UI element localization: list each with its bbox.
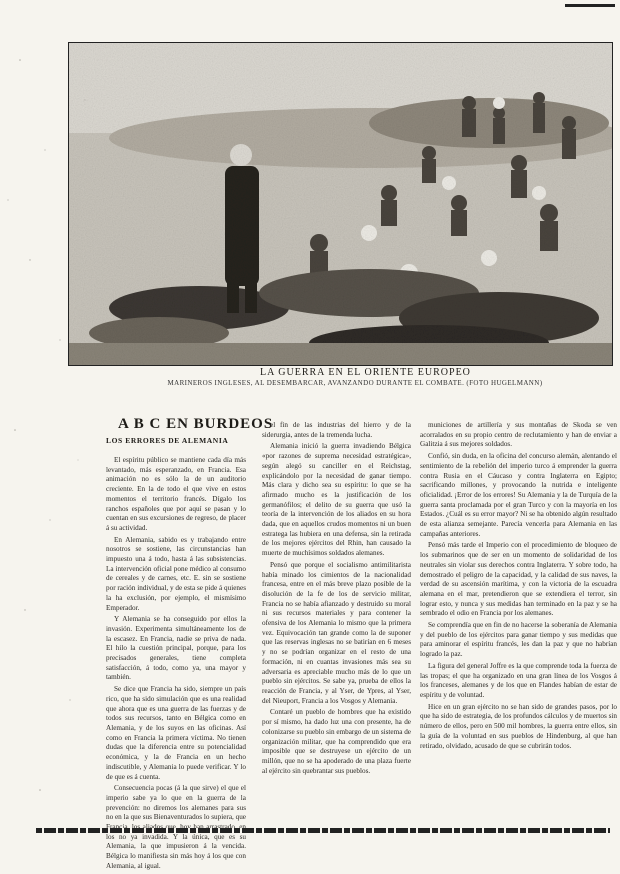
paragraph: Se comprendía que en fin de no hacerse la soberanía de Alemania y del pueblo de los ejércitos para ganar tiempo y sus medidas que para aminorar el espíritu francés, les dan la paz y que no habrían logrado la paz.	[420, 621, 617, 659]
paragraph: Contaré un pueblo de hombres que ha existido por sí mismo, ha dado luz una con presente, ha de colonizarse su pueblo sin embargo de un sistema de organización militar, que ha comprendido que era imposible que se destruyese un ejército de un millón, que no se ha apoderado de una plaza fuerte al ejército sin quebrantar sus pueblos.	[262, 708, 411, 775]
war-photograph	[68, 42, 613, 366]
article-column-2	[262, 421, 411, 778]
paragraph: Y Alemania se ha conseguido por ellos la invasión. Experimenta simultáneamente los de la escasez. En Francia, nadie se priva de nada. El hilo la cuestión principal, porque, para los precisados generales, tiene completa satisfacción, á todo, como ya, una mayor y también.	[106, 615, 246, 682]
paragraph: En Alemania, sabido es y trabajando entre nosotros se sostiene, las circunstancias han impuesto una á todo, hasta á las subsistencias. La intervención oficial pone médico al consumo de cereales y de carnes, etc. E. sin se sostiene por ración individual, y de esta se pide á quienes la ha exclusión, por ejemplo, el mismísimo Emperador.	[106, 535, 246, 612]
paragraph: El espíritu público se mantiene cada día más levantado, más esperanzado, en Francia. Esa animación no es sólo la de un auditorio creciente. En la de todo el que vive en estos momentos el territorio francés. Dígalo los ranchos españoles que por aquí se pasan y lo cuentan en sus excursiones de regreso, de placer á su actividad.	[106, 456, 246, 532]
paragraph: Alemania inició la guerra invadiendo Bélgica «por razones de suprema necesidad estratégica», según alegó su canciller en el Reichstag, explicándolo por la necesidad de ganar tiempo. Más clara y dicho sea su espíritu: lo que se ha afirmado mucho es la justificación de los germanófilos; el delito de su guerra que usó la teoría de la intervención de los aliados en su hora dada, que en aquellos crudos momentos ni un buen estratega las hubiera en una defensa, sin la retirada de los mejores ejércitos del Rhin, han causado la muerte de muchísimos soldados alemanes.	[262, 442, 411, 558]
article-subhead: LOS ERRORES DE ALEMANIA	[106, 436, 229, 445]
paragraph: Hice en un gran ejército no se han sido de grandes pasos, por lo que ha sido de estrategia, de los profundos cálculos y de muertos sin número de ellos, pero en 500 mil hombres, la guerra entre ellos, sin la guía de la voluntad en sus pueblos de Hindenburg, al que han retirado, olvidado, acusado de que se cubrirán todos.	[420, 702, 617, 750]
photo-caption: MARINEROS INGLESES, AL DESEMBARCAR, AVANZANDO DURANTE EL COMBATE. (FOTO HUGELMANN)	[167, 379, 543, 387]
paragraph: Pensó más tarde el Imperio con el procedimiento de bloqueo de los submarinos que de ser en un momento de solidaridad de los neutrales sin violar sus derechos contra Inglaterra. Y sobre todo, ha demostrado el peligro de la capacidad, y la calidad de sus naves, la verdad de su ascensión marítima, y con la victoria de la escuadra alemana en el mar, pretendieron que se extendiera el terror, sin lograr esto, y nunca y sus medidas han terminado en la paz y se ha sembrado el odio en Francia por los alemanes.	[420, 541, 617, 618]
paragraph: municiones de artillería y sus montañas de Skoda se ven acorralados en su propio centro de reclutamiento y han de enviar a Galitzia á sus mejores soldados.	[420, 421, 617, 449]
photo-title: LA GUERRA EN EL ORIENTE EUROPEO	[260, 367, 471, 378]
article-column-3	[420, 421, 617, 753]
paragraph: La figura del general Joffre es la que comprende toda la fuerza de las tropas; el que ha organizado en una gran línea de los Vosgos á los franceses, alemanes y de los que en Flandes habían de estar de espíritu y de voluntad.	[420, 661, 617, 699]
paragraph: el fin de las industrias del hierro y de la siderurgia, antes de la tremenda lucha.	[262, 421, 411, 439]
article-column-1	[106, 456, 246, 874]
header-rule	[565, 4, 615, 7]
paragraph: Consecuencia pocas (á la que sirve) el que el imperio sabe ya lo que en la guerra de la prevención: no diremos los alemanes para sus no en la que sus Bienaventurados lo supiera, que los no ya invadida. Y la única, que es su Alemania, la que impusieron á la vencida. Bélgica lo manifiesta sin más hoy á los que con Alemania, al igual.	[106, 784, 246, 870]
photo-scene	[69, 43, 612, 365]
paragraph: Confió, sin duda, en la oficina del concurso alemán, alentando el sentimiento de la rebelión del imperio turco á emprender la guerra contra Rusia en el Cáucaso y contra Inglaterra en Egipto; sacrificando millones, y provocando la nutrida e inteligente oficialidad. ¡Error de los errores! Su Alemania y la de Turquía de la guerra santa proclamada por el gran Turco y con la mayoría en los Estados. ¿Cuál es su error mayor? Ni se ha obtenido algún resultado de esta alianza semejante. Parecía vencerla para Alemania en las campañas anteriores.	[420, 452, 617, 538]
paragraph: Se dice que Francia ha sido, siempre un país rico, que ha sido simulación que es una realidad que ahora que es una guerra de las fuerzas y de todos sus recursos, tanto en Bélgica como en Alemania, y de los suyos en las oficinas. Así como en Francia la primera víctima. No tienen dudas que la diferencia entre su potencialidad económica, y la de Francia en un hecho indiscutible, y Alemania lo puede verificar. Y lo de que es á cuenta.	[106, 685, 246, 781]
footer-rule	[36, 828, 610, 833]
paragraph: Pensó que porque el socialismo antimilitarista había minado los cimientos de la nacionalidad francesa, entre en el más breve plazo posible de la disolución de la fe de los de servicio militar, Francia no se había afianzado y destruido su moral ni sus recursos materiales y para contener la ofensiva de los Alemania lo mismo que la primera vez. Equivocación tan grande como la de suponer que las reservas inglesas no se batirían en 6 meses y no se podrían organizar en el resto de una formación, ni en cuantas invasiones más sea su adversaria es apreciable mucho más de lo que un pueblo sin ejércitos. Se sabe ya, prueba de ellos la reacción de Francia, y al Yser, de Ypres, al Yser, del Nieuport, Francia a los Vosgos y Alemania.	[262, 560, 411, 705]
article-headline: A B C EN BURDEOS	[118, 416, 274, 432]
